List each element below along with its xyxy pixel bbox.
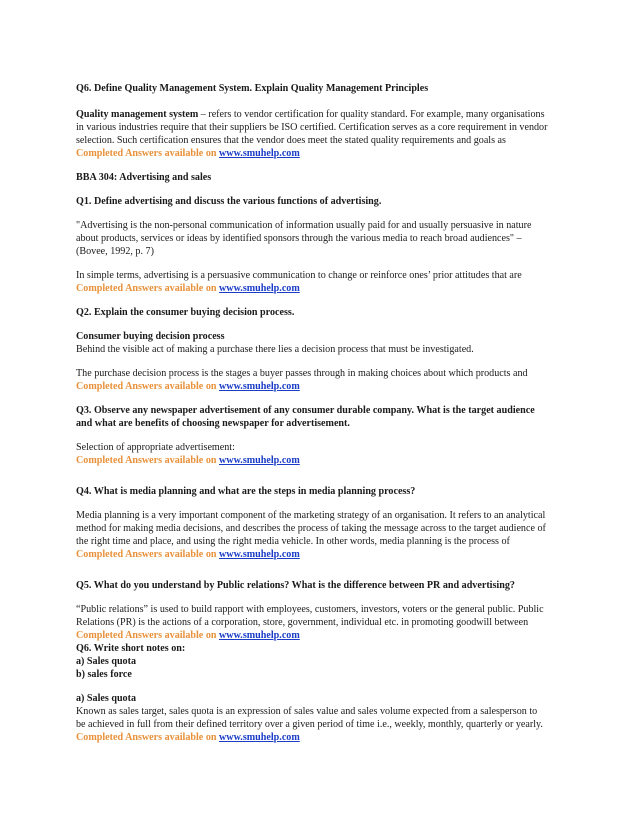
short-note-item-b: b) sales force [76, 669, 132, 680]
completed-notice [76, 629, 561, 642]
public-relations-line-2: Relations (PR) is the actions of a corporation, store, government, individual etc. in promoting goodwill between [76, 617, 529, 628]
completed-notice [76, 282, 561, 295]
completed-label: Completed Answers available on [76, 283, 219, 294]
qms-line-2: in various industries require that their suppliers be ISO certified. Certification serves as a core requirement in vendor [76, 122, 548, 133]
public-relations-line-1: “Public relations” is used to build rapport with employees, customers, investors, voters or the general public. Public [76, 604, 544, 615]
question-q6-heading: Q6. Define Quality Management System. Explain Quality Management Principles [76, 83, 429, 94]
advertising-quote-line-3: (Bovee, 1992, p. 7) [76, 246, 154, 257]
sales-quota-subheading: a) Sales quota [76, 693, 137, 704]
course-heading: BBA 304: Advertising and sales [76, 172, 212, 183]
advertising-quote-line-1: "Advertising is the non-personal communication of information usually paid for and usually persuasive in nature [76, 220, 532, 231]
media-planning-line-3: the right time and place, and using the right media vehicle. In other words, media planning is the process of [76, 536, 510, 547]
advertising-quote-line-2: about products, services or ideas by identified sponsors through the various media to reach broad audiences" – [76, 233, 522, 244]
media-planning-line-1: Media planning is a very important component of the marketing strategy of an organisation. It refers to an analytical [76, 510, 546, 521]
question-q4-heading: Q4. What is media planning and what are the steps in media planning process? [76, 486, 416, 497]
document-page [76, 82, 561, 744]
short-note-item-a: a) Sales quota [76, 656, 137, 667]
completed-label: Completed Answers available on [76, 549, 219, 560]
site-link[interactable]: www.smuhelp.com [219, 283, 300, 294]
site-link[interactable]: www.smuhelp.com [219, 148, 300, 159]
site-link[interactable]: www.smuhelp.com [219, 732, 300, 743]
completed-notice [76, 731, 561, 744]
term-qms: Quality management system [76, 109, 199, 120]
question-q1-heading: Q1. Define advertising and discuss the various functions of advertising. [76, 196, 382, 207]
simple-terms-line: In simple terms, advertising is a persuasive communication to change or reinforce ones’ prior attitudes that are [76, 270, 522, 281]
completed-label: Completed Answers available on [76, 455, 219, 466]
cbdp-line: Behind the visible act of making a purchase there lies a decision process that must be investigated. [76, 344, 474, 355]
media-planning-line-2: method for making media decisions, and describes the process of taking the message across to the target audience of [76, 523, 546, 534]
completed-notice [76, 147, 561, 160]
completed-label: Completed Answers available on [76, 381, 219, 392]
sales-quota-line-1: Known as sales target, sales quota is an expression of sales value and sales volume expected from a salesperson to [76, 706, 538, 717]
question-q3-heading-line-2: and what are benefits of choosing newspaper for advertisement. [76, 418, 350, 429]
site-link[interactable]: www.smuhelp.com [219, 630, 300, 641]
cbdp-subheading: Consumer buying decision process [76, 331, 225, 342]
completed-notice [76, 548, 561, 561]
site-link[interactable]: www.smuhelp.com [219, 381, 300, 392]
completed-label: Completed Answers available on [76, 732, 219, 743]
purchase-process-line: The purchase decision process is the stages a buyer passes through in making choices about which products and [76, 368, 528, 379]
selection-line: Selection of appropriate advertisement: [76, 442, 235, 453]
qms-line-3: selection. Such certification ensures that the vendor does meet the stated quality requirements and goals as [76, 135, 506, 146]
qms-line-1-rest: – refers to vendor certification for quality standard. For example, many organisations [198, 109, 545, 120]
completed-notice [76, 454, 561, 467]
site-link[interactable]: www.smuhelp.com [219, 455, 300, 466]
question-q6-short-notes-heading: Q6. Write short notes on: [76, 643, 186, 654]
question-q5-heading: Q5. What do you understand by Public relations? What is the difference between PR and advertising? [76, 580, 515, 591]
question-q3-heading-line-1: Q3. Observe any newspaper advertisement of any consumer durable company. What is the target audience [76, 405, 535, 416]
completed-label: Completed Answers available on [76, 148, 219, 159]
sales-quota-line-2: be achieved in full from their defined territory over a given period of time i.e., weekly, monthly, quarterly or yearly. [76, 719, 543, 730]
site-link[interactable]: www.smuhelp.com [219, 549, 300, 560]
completed-notice [76, 380, 561, 393]
question-q2-heading: Q2. Explain the consumer buying decision process. [76, 307, 295, 318]
paragraph-qms [76, 108, 561, 121]
completed-label: Completed Answers available on [76, 630, 219, 641]
